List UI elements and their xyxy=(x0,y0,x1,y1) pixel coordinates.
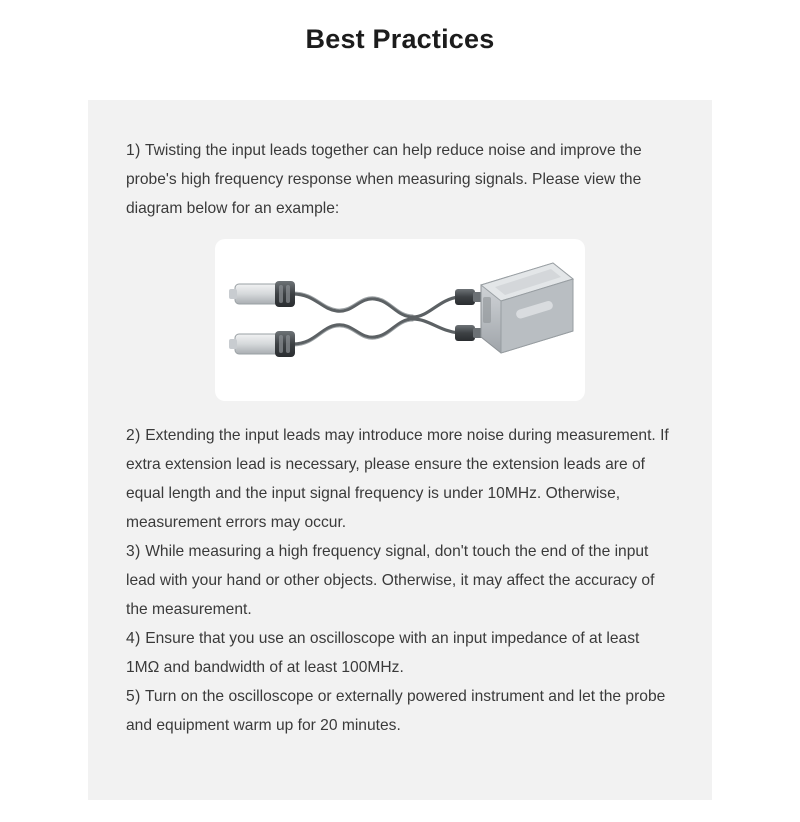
practice-item-3-number: 3) xyxy=(126,543,141,560)
practice-item-5-number: 5) xyxy=(126,688,141,705)
bnc-connector-bottom xyxy=(455,325,483,341)
practice-item-1 xyxy=(126,136,674,223)
practice-item-5 xyxy=(126,682,674,740)
practice-item-4 xyxy=(126,624,674,682)
bnc-connector-top xyxy=(455,289,483,305)
practice-item-4-number: 4) xyxy=(126,630,141,647)
practice-item-3-text: While measuring a high frequency signal, don't touch the end of the input lead with your hand or other objects. Otherwise, it may affect the accuracy of the measurement. xyxy=(126,543,655,618)
twisted-leads-probe-diagram xyxy=(215,239,585,401)
probe-tip-upper xyxy=(229,281,295,307)
practice-item-5-text: Turn on the oscilloscope or externally powered instrument and let the probe and equipment warm up for 20 minutes. xyxy=(126,688,666,734)
practice-item-4-text: Ensure that you use an oscilloscope with an input impedance of at least 1MΩ and bandwidth of at least 100MHz. xyxy=(126,630,640,676)
practice-item-2-text: Extending the input leads may introduce more noise during measurement. If extra extension lead is necessary, please ensure the extension leads are of equal length and the input signal frequency is under 10MHz. Otherwise, measurement errors may occur. xyxy=(126,427,669,531)
practice-item-1-text: Twisting the input leads together can help reduce noise and improve the probe's high frequency response when measuring signals. Please view the diagram below for an example: xyxy=(126,142,642,217)
practice-item-1-number: 1) xyxy=(126,142,141,159)
content-panel xyxy=(88,100,712,800)
practice-item-3 xyxy=(126,537,674,624)
document-page xyxy=(0,22,800,822)
page-title: Best Practices xyxy=(305,24,495,54)
probe-tip-lower xyxy=(229,331,295,357)
practice-item-2 xyxy=(126,421,674,537)
probe-device-body xyxy=(481,263,573,353)
practice-item-2-number: 2) xyxy=(126,427,141,444)
probe-illustration xyxy=(215,239,585,401)
